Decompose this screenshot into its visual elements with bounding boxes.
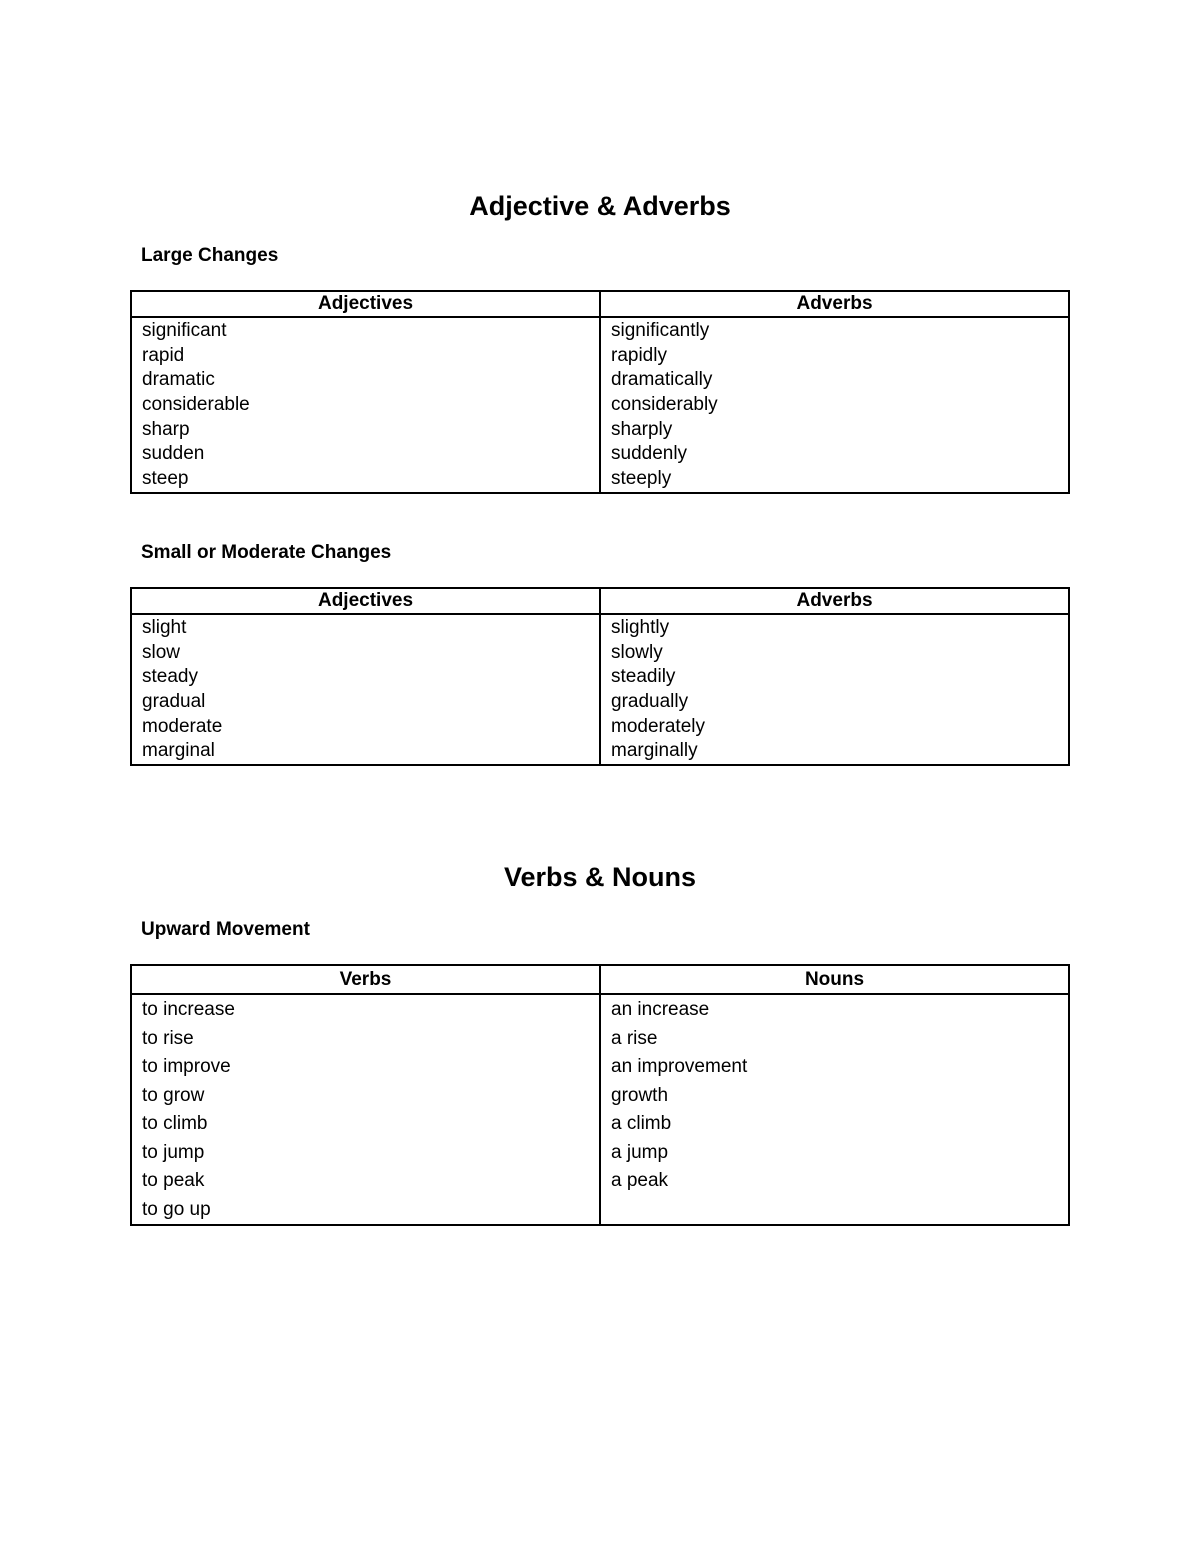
section-heading-large-changes: Large Changes — [141, 245, 279, 266]
word-entry: sudden — [142, 443, 205, 465]
word-entry: a rise — [611, 1027, 658, 1049]
page-title-adjectives-adverbs: Adjective & Adverbs — [469, 191, 731, 221]
table-small-moderate-changes — [130, 587, 1070, 766]
adverbs-column — [600, 317, 1069, 493]
word-entry: steeply — [611, 468, 672, 490]
column-header-nouns: Nouns — [600, 965, 1069, 994]
word-entry: growth — [611, 1084, 669, 1106]
word-entry: significantly — [611, 320, 710, 341]
word-entry: suddenly — [611, 443, 688, 465]
word-entry: marginally — [611, 740, 698, 762]
word-entry: to go up — [142, 1198, 211, 1220]
word-entry: to improve — [142, 1056, 231, 1077]
section-heading-small-moderate-changes: Small or Moderate Changes — [141, 542, 392, 563]
word-entry: a climb — [611, 1113, 672, 1134]
word-entry: significant — [142, 320, 227, 341]
word-entry: moderate — [142, 715, 223, 737]
table-header-row — [131, 588, 1069, 614]
word-entry: to jump — [142, 1141, 205, 1163]
table-upward-movement — [130, 964, 1070, 1226]
word-entry: moderately — [611, 715, 705, 737]
word-entry: sharp — [142, 418, 190, 440]
word-entry: steady — [142, 666, 198, 688]
column-header-adverbs: Adverbs — [600, 291, 1069, 317]
word-entry: gradually — [611, 691, 689, 713]
column-header-verbs: Verbs — [131, 965, 600, 994]
table-body-row — [131, 614, 1069, 765]
word-entry: an improvement — [611, 1056, 748, 1077]
word-entry: to increase — [142, 999, 235, 1020]
word-entry: dramatic — [142, 369, 215, 391]
verbs-column — [131, 994, 600, 1225]
page-title-verbs-nouns: Verbs & Nouns — [503, 862, 697, 892]
word-entry: slow — [142, 641, 181, 663]
column-header-adjectives: Adjectives — [131, 588, 600, 614]
adverbs-column — [600, 614, 1069, 765]
word-entry: dramatically — [611, 369, 713, 391]
word-entry: slightly — [611, 617, 670, 638]
word-entry: sharply — [611, 418, 673, 440]
word-entry: rapidly — [611, 344, 667, 366]
nouns-column — [600, 994, 1069, 1225]
table-body-row — [131, 317, 1069, 493]
word-entry: slight — [142, 617, 187, 638]
column-header-adverbs: Adverbs — [600, 588, 1069, 614]
table-large-changes — [130, 290, 1070, 494]
word-entry: considerable — [142, 394, 250, 416]
adjectives-column — [131, 614, 600, 765]
word-entry: an increase — [611, 999, 710, 1020]
column-header-adjectives: Adjectives — [131, 291, 600, 317]
word-entry: to peak — [142, 1170, 205, 1191]
word-entry: marginal — [142, 740, 215, 762]
word-entry: a jump — [611, 1141, 669, 1163]
word-entry: to grow — [142, 1084, 205, 1106]
word-entry: steadily — [611, 666, 676, 688]
word-entry: considerably — [611, 394, 718, 416]
word-entry: to climb — [142, 1113, 208, 1134]
word-entry: rapid — [142, 344, 185, 366]
section-heading-upward-movement: Upward Movement — [141, 919, 310, 940]
word-entry: gradual — [142, 691, 206, 713]
word-entry: slowly — [611, 641, 663, 663]
table-header-row — [131, 965, 1069, 994]
word-entry: steep — [142, 468, 189, 490]
table-header-row — [131, 291, 1069, 317]
word-entry: to rise — [142, 1027, 194, 1049]
adjectives-column — [131, 317, 600, 493]
word-entry: a peak — [611, 1170, 669, 1191]
table-body-row — [131, 994, 1069, 1225]
